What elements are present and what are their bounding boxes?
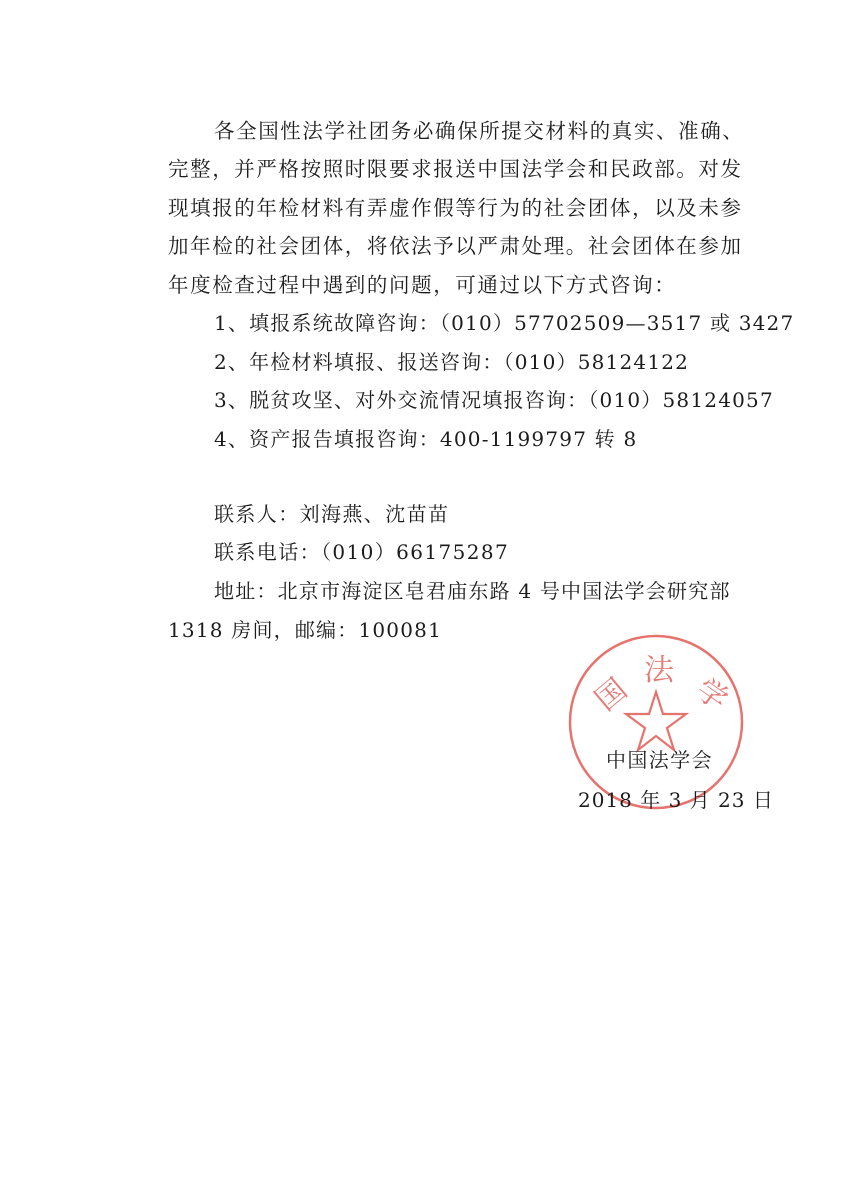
intro-line: 年度检查过程中遇到的问题，可通过以下方式咨询： — [168, 272, 677, 297]
intro-line: 各全国性法学社团务必确保所提交材料的真实、准确、 — [214, 119, 745, 143]
consult-item: 3、脱贫攻坚、对外交流情况填报咨询：（010）58124057 — [214, 388, 774, 413]
contact-phone: 联系电话：（010）66175287 — [214, 539, 510, 564]
intro-paragraph — [168, 112, 768, 304]
contact-person: 联系人：刘海燕、沈苗苗 — [214, 502, 450, 526]
star-icon — [626, 692, 686, 750]
consult-list — [214, 304, 794, 459]
seal-char: 法 — [644, 653, 674, 688]
signature-date: 2018 年 3 月 23 日 — [578, 788, 774, 812]
contact-block — [214, 496, 509, 571]
intro-line: 完整，并严格按照时限要求报送中国法学会和民政部。对发 — [168, 157, 743, 182]
consult-item: 1、填报系统故障咨询：（010）57702509—3517 或 3427 — [214, 311, 795, 335]
consult-item: 4、资产报告填报咨询：400-1199797 转 8 — [214, 427, 638, 452]
seal-char: 国 — [588, 672, 635, 719]
intro-line: 现填报的年检材料有弄虚作假等行为的社会团体，以及未参 — [168, 195, 743, 220]
address-line-1: 地址：北京市海淀区皂君庙东路 4 号中国法学会研究部 — [214, 579, 731, 603]
consult-item: 2、年检材料填报、报送咨询：（010）58124122 — [214, 349, 690, 374]
address-line-2: 1318 房间，邮编：100081 — [168, 618, 443, 642]
seal-char: 学 — [689, 671, 735, 718]
intro-line: 加年检的社会团体，将依法予以严肃处理。社会团体在参加 — [168, 234, 743, 259]
signature-org: 中国法学会 — [606, 748, 713, 772]
